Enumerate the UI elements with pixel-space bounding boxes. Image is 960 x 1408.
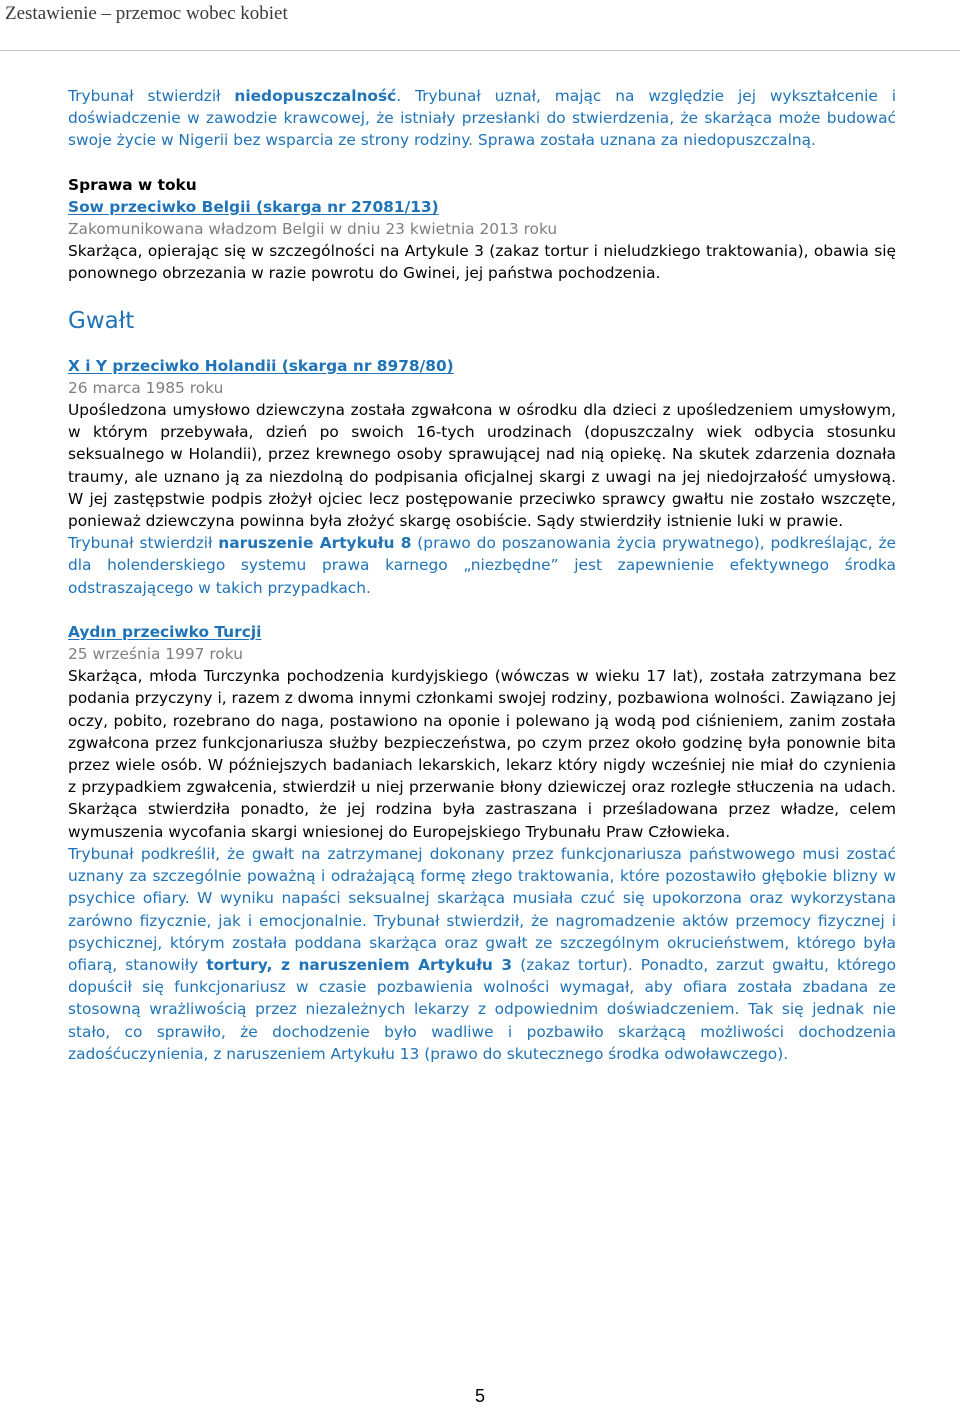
case-ruling-x-y [68,532,896,599]
header-title: Zestawienie – przemoc wobec kobiet [5,3,288,24]
case-date-sow: Zakomunikowana władzom Belgii w dniu 23 kwietnia 2013 roku [68,220,558,239]
ruling-text-a: Trybunał podkreślił, że gwałt na zatrzymanej dokonany przez funkcjonariusza państwowego musi zostać uznany za szczególnie poważną i odrażającą formę złego traktowania, które pozostawiło głębokie blizny w psychice ofiary. W wyniku napaści seksualnej skarżąca musiała czuć się upokorzona oraz wykorzystana zarówno fizycznie, jak i emocjonalnie. Trybunał stwierdził, że nagromadzenie aktów przemocy fizycznej i psychicznej, którym została poddana skarżąca oraz gwałt ze szczególnym okrucieństwem, którego była ofiarą, stanowiły [68,844,896,974]
case-body-sow: Skarżąca, opierając się w szczególności na Artykule 3 (zakaz tortur i nieludzkiego traktowania), obawia się ponownego obrzezania w razie powrotu do Gwinei, jej państwa pochodzenia. [68,242,896,283]
pending-heading: Sprawa w toku [68,175,197,194]
ruling-text-c: (prawo do poszanowania życia prywatnego), podkreślając, że dla holenderskiego systemu prawa karnego „niezbędne” jest zapewnienie efektywnego środka odstraszającego w takich przypadkach. [68,534,896,597]
case-body-x-y: Upośledzona umysłowo dziewczyna została zgwałcona w ośrodku dla dzieci z upośledzeniem umysłowym, w którym przebywała, dzień po swoich 16-tych urodzinach (dopuszczalny wiek odbycia stosunku seksualnego w Holandii), przez krewnego osoby sprawującej nad nią opiekę. Na skutek zdarzenia doznała traumy, ale uznano ją za niezdolną do podpisania oficjalnej skargi z uwagi na jej niedojrzałość umysłową. W jej zastępstwie podpis złożył ojciec lecz postępowanie przeciwko sprawcy gwałtu nie zostało wszczęte, ponieważ dziewczyna powinna była złożyć skargę osobiście. Sądy stwierdziły istnienie luki w prawie. [68,401,896,531]
ruling-emphasis: tortury, z naruszeniem Artykułu 3 [206,955,513,974]
document-body [68,85,896,1065]
case-body-aydin: Skarżąca, młoda Turczynka pochodzenia kurdyjskiego (wówczas w wieku 17 lat), została zatrzymana bez podania przyczyny i, razem z dwoma innymi członkami swojej rodziny, pozbawiona wolności. Zawiązano jej oczy, pobito, rozebrano do naga, postawiono na oponie i polewano ją wodą pod ciśnieniem, zanim została zgwałcona przez funkcjonariusza służby bezpieczeństwa, po czym przez około godzinę była ponownie bita przez wiele osób. W późniejszych badaniach lekarskich, lekarz który nigdy wcześniej nie miał do czynienia z przypadkiem zgwałcenia, stwierdził u niej przerwanie błony dziewiczej oraz rozległe stłuczenia na udach. Skarżąca stwierdziła ponadto, że jej rodzina była zastraszana i prześladowana przez władze, celem wymuszenia wycofania skargi wniesionej do Europejskiego Trybunału Praw Człowieka. [68,667,896,841]
section-heading-gwalt: Gwałt [68,307,135,334]
case-date-aydin: 25 września 1997 roku [68,645,243,664]
ruling-text-a: Trybunał stwierdził [68,534,219,553]
ruling-text-c: (zakaz tortur). Ponadto, zarzut gwałtu, którego dopuścił się funkcjonariusz w czasie pozbawienia wolności wymagał, aby ofiara została zbadana ze stosowną wrażliwością przez niezależnych lekarzy z odpowiednim doświadczeniem. Tak się jednak nie stało, co sprawiło, że dochodzenie było wadliwe i pozbawiło skarżącą możliwości dochodzenia zadośćuczynienia, z naruszeniem Artykułu 13 (prawo do skutecznego środka odwoławczego). [68,955,896,1063]
case-link-aydin[interactable]: Aydın przeciwko Turcji [68,622,262,641]
page-header [0,0,960,51]
case-date-x-y: 26 marca 1985 roku [68,378,224,397]
case-link-x-y[interactable]: X i Y przeciwko Holandii (skarga nr 8978/80) [68,356,454,375]
ruling-emphasis: naruszenie Artykułu 8 [218,534,412,553]
intro-text-a: Trybunał stwierdził [68,87,235,105]
intro-paragraph [68,85,896,152]
case-link-sow[interactable]: Sow przeciwko Belgii (skarga nr 27081/13) [68,197,439,216]
page-number: 5 [474,1386,485,1406]
intro-text-c: . Trybunał uznał, mając na względzie jej wykształcenie i doświadczenie w zawodzie krawcowej, że istniały przesłanki do stwierdzenia, że skarżąca może budować swoje życie w Nigerii bez wsparcia ze strony rodziny. Sprawa została uznana za niedopuszczalną. [68,87,897,150]
case-ruling-aydin [68,843,896,1065]
intro-emphasis: niedopuszczalność [234,87,397,105]
